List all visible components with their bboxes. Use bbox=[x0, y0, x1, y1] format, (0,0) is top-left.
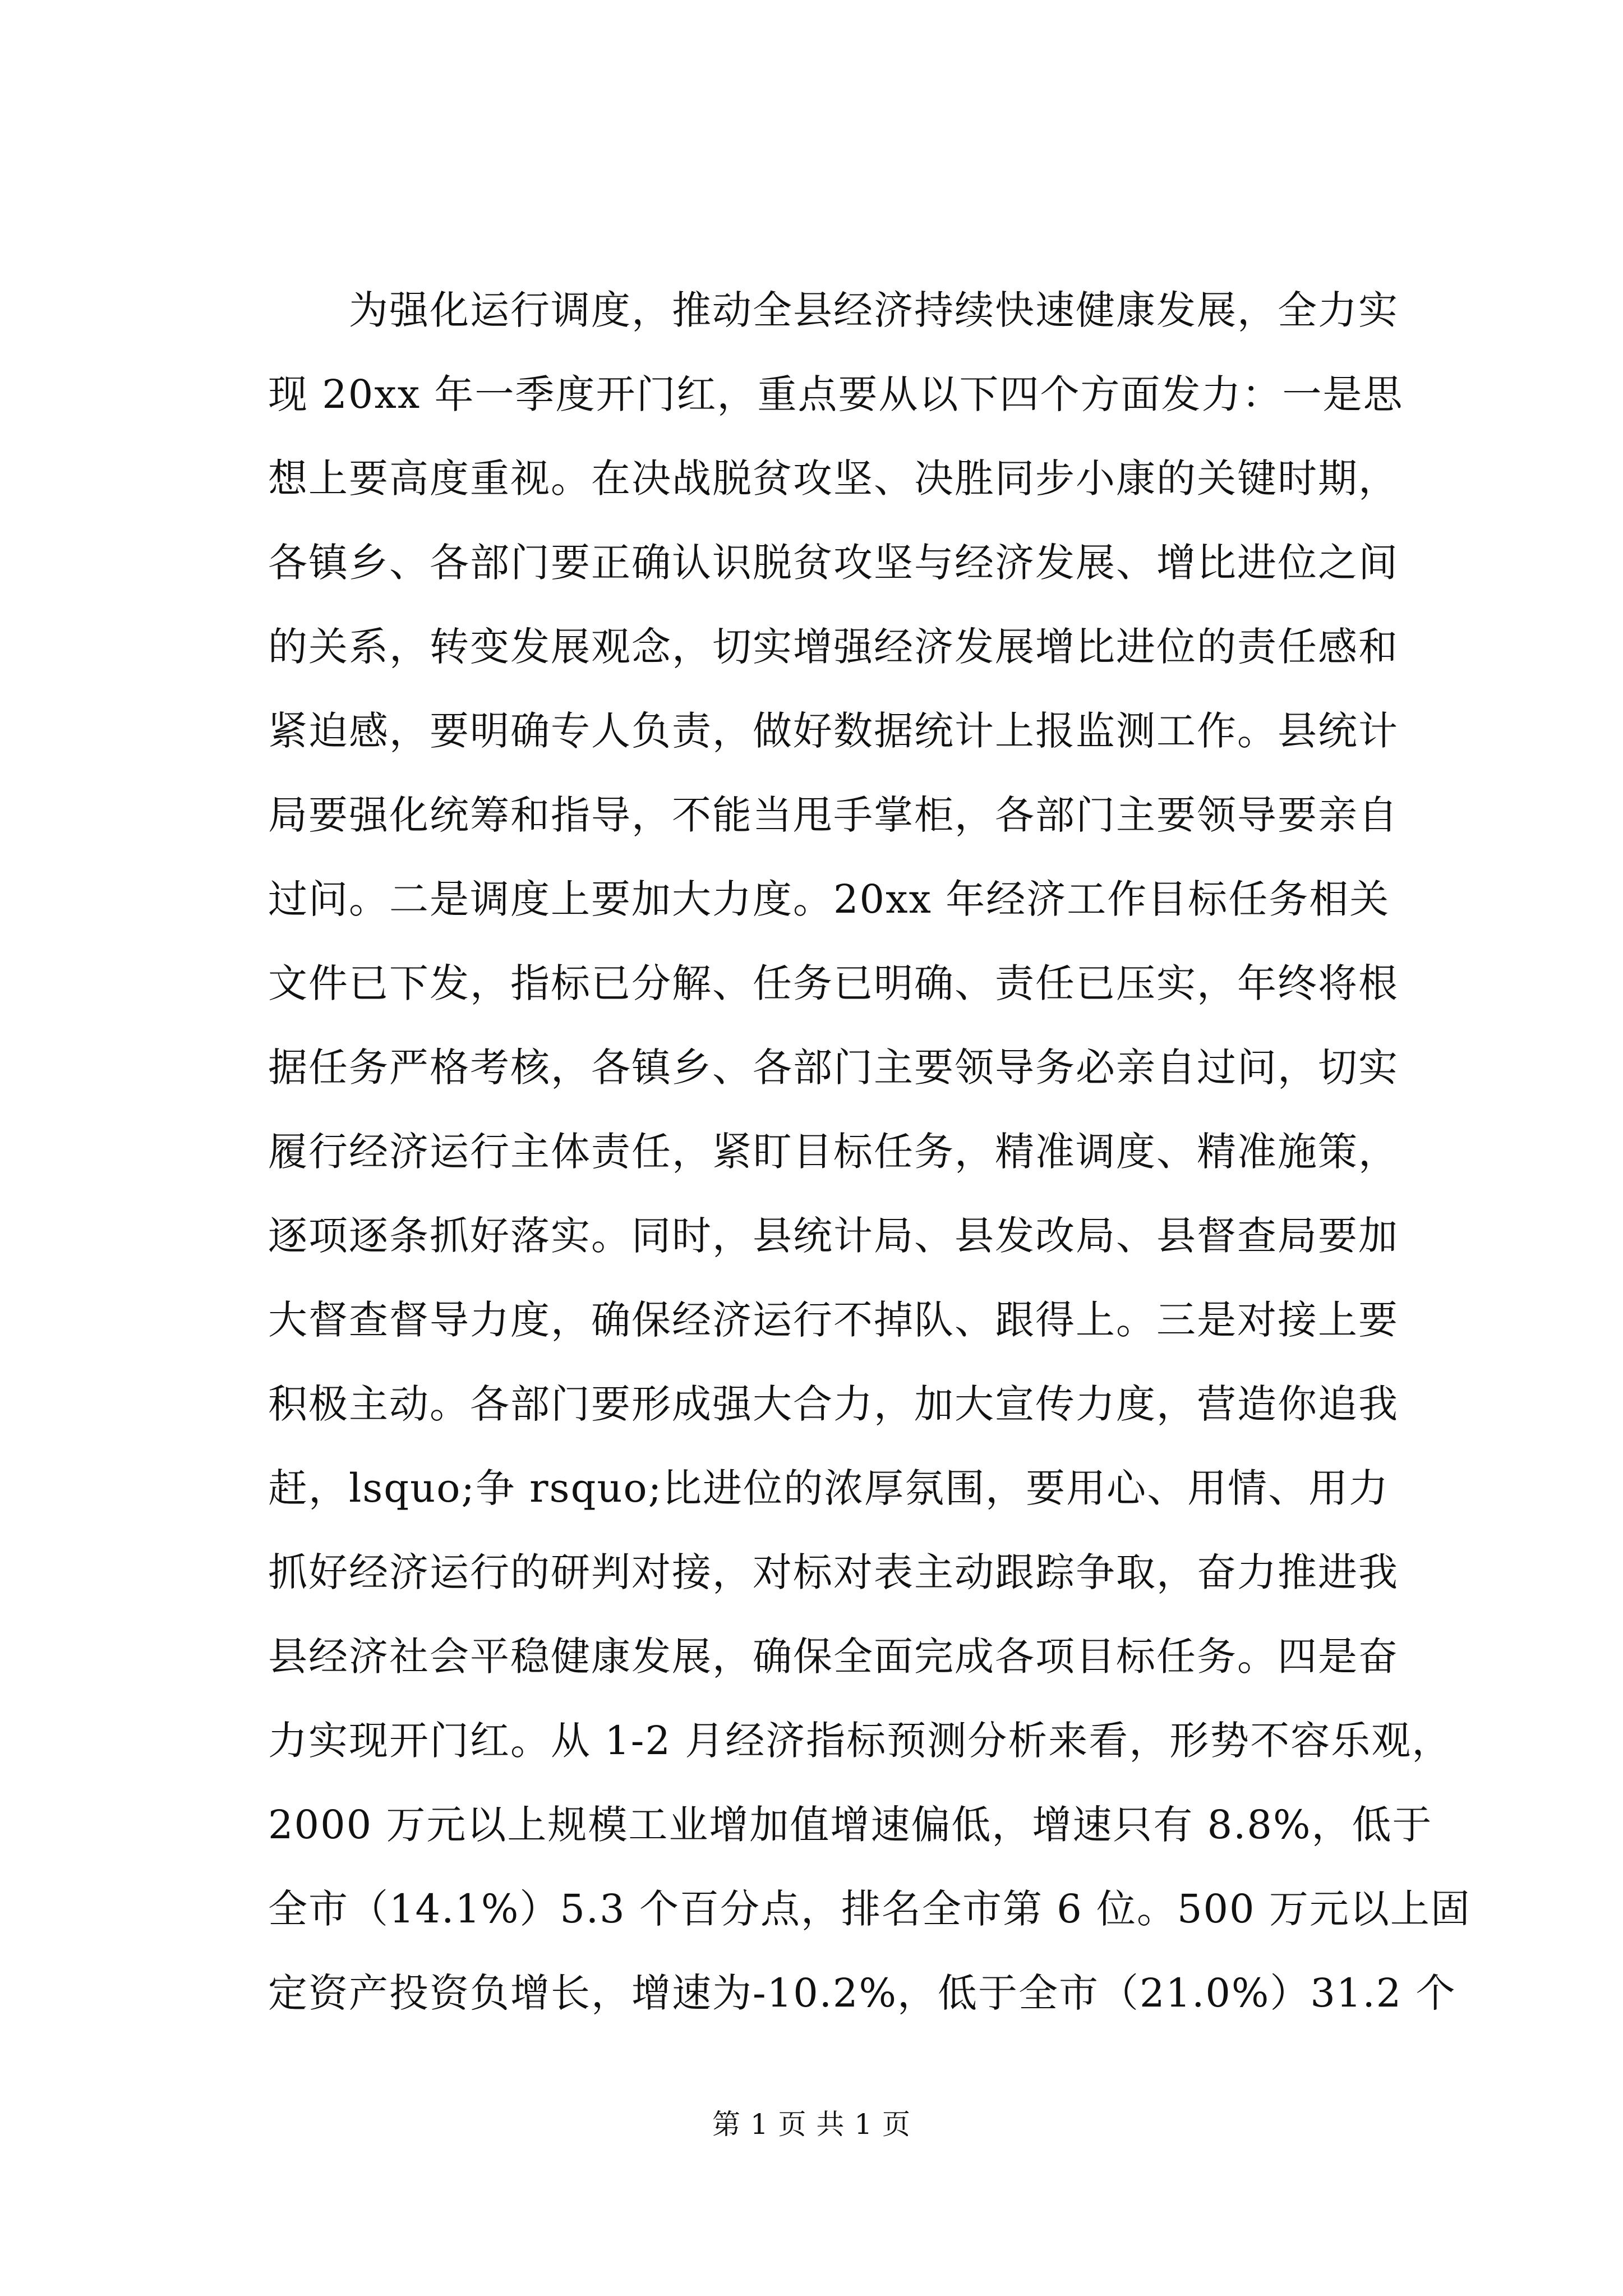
text-line: 过问。二是调度上要加大力度。20xx 年经济工作目标任务相关 bbox=[268, 876, 1390, 922]
text-line: 的关系，转变发展观念，切实增强经济发展增比进位的责任感和 bbox=[268, 624, 1399, 670]
text-line: 各镇乡、各部门要正确认识脱贫攻坚与经济发展、增比进位之间 bbox=[268, 540, 1399, 586]
text-line: 紧迫感，要明确专人负责，做好数据统计上报监测工作。县统计 bbox=[268, 708, 1399, 754]
page-footer bbox=[0, 2105, 1623, 2144]
text-line: 据任务严格考核，各镇乡、各部门主要领导务必亲自过问，切实 bbox=[268, 1045, 1399, 1091]
text-line: 局要强化统筹和指导，不能当甩手掌柜，各部门主要领导要亲自 bbox=[268, 792, 1399, 838]
text-line: 县经济社会平稳健康发展，确保全面完成各项目标任务。四是奋 bbox=[268, 1634, 1399, 1680]
text-line: 履行经济运行主体责任，紧盯目标任务，精准调度、精准施策， bbox=[268, 1129, 1399, 1175]
text-line: 积极主动。各部门要形成强大合力，加大宣传力度，营造你追我 bbox=[268, 1381, 1399, 1427]
text-line: 抓好经济运行的研判对接，对标对表主动跟踪争取，奋力推进我 bbox=[268, 1549, 1399, 1595]
text-line: 2000 万元以上规模工业增加值增速偏低，增速只有 8.8%，低于 bbox=[268, 1802, 1433, 1848]
text-line: 全市（14.1%）5.3 个百分点，排名全市第 6 位。500 万元以上固 bbox=[268, 1886, 1471, 1932]
page-number-label: 第 1 页 共 1 页 bbox=[712, 2108, 911, 2141]
text-line: 文件已下发，指标已分解、任务已明确、责任已压实，年终将根 bbox=[268, 960, 1399, 1006]
text-line: 力实现开门红。从 1-2 月经济指标预测分析来看，形势不容乐观， bbox=[268, 1718, 1453, 1764]
text-line: 赶，lsquo;争 rsquo;比进位的浓厚氛围，要用心、用情、用力 bbox=[268, 1465, 1390, 1511]
text-line: 为强化运行调度，推动全县经济持续快速健康发展，全力实 bbox=[268, 287, 1399, 333]
text-line: 逐项逐条抓好落实。同时，县统计局、县发改局、县督查局要加 bbox=[268, 1213, 1399, 1259]
text-line: 定资产投资负增长，增速为-10.2%，低于全市（21.0%）31.2 个 bbox=[268, 1970, 1456, 2016]
text-line: 大督查督导力度，确保经济运行不掉队、跟得上。三是对接上要 bbox=[268, 1297, 1399, 1343]
body-paragraph bbox=[268, 268, 1471, 2035]
text-line: 现 20xx 年一季度开门红，重点要从以下四个方面发力：一是思 bbox=[268, 371, 1404, 417]
text-line: 想上要高度重视。在决战脱贫攻坚、决胜同步小康的关键时期， bbox=[268, 455, 1399, 501]
